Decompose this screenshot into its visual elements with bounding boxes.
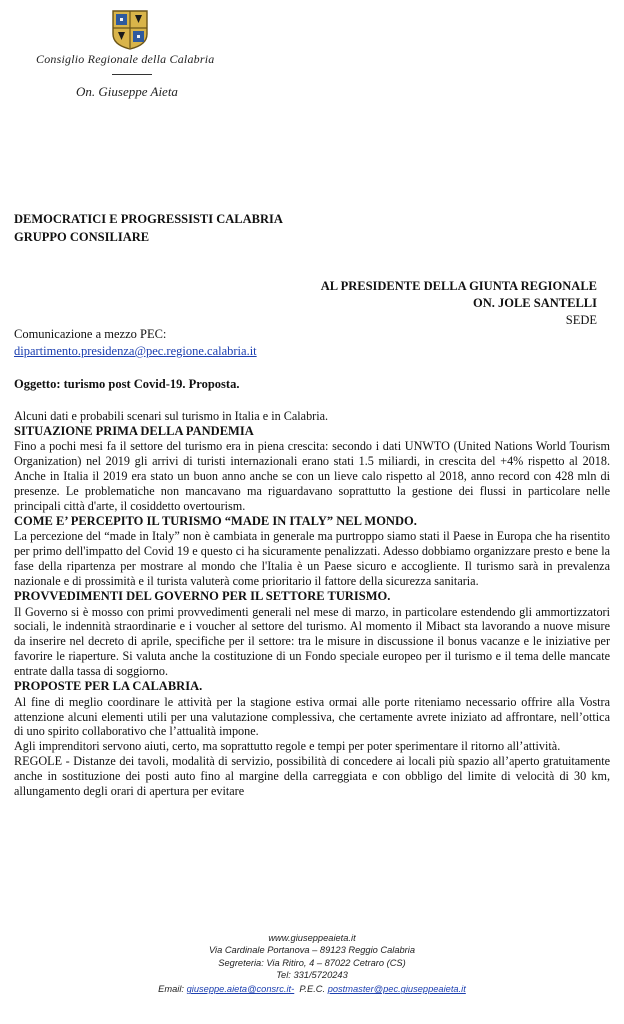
calabria-coat-of-arms-icon — [110, 8, 150, 50]
section-heading-proposals: PROPOSTE PER LA CALABRIA. — [14, 679, 203, 694]
councillor-name: On. Giuseppe Aieta — [76, 84, 178, 99]
letterhead-divider — [112, 74, 152, 75]
paragraph-made-in-italy: La percezione del “made in Italy” non è cambiata in generale ma purtroppo siamo stati il Paese in Europa che ha risentito per primo dell'impatto del Covid 19 e questo ci ha sicuramente penalizzati. Adesso dobbiamo organizzare presto e bene la fase della ripartenza per mostrare al mondo che l'Italia è un Paese sicuro e accogliente. Il turismo sarà in prevalenza nazionale e di prossimità e il turista valuterà come prioritario il fattore della sicurezza sanitaria. — [14, 529, 610, 589]
section-heading-government: PROVVEDIMENTI DEL GOVERNO PER IL SETTORE TURISMO. — [14, 589, 391, 604]
footer-office: Segreteria: Via Ritiro, 4 – 87022 Cetraro (CS) — [218, 957, 406, 968]
group-subtitle: GRUPPO CONSILIARE — [14, 230, 150, 244]
pec-email-link[interactable]: dipartimento.presidenza@pec.regione.calabria.it — [14, 344, 257, 358]
pec-link[interactable]: postmaster@pec.giuseppeaieta.it — [327, 984, 466, 995]
paragraph-entrepreneurs: Agli imprenditori servono aiuti, certo, ma soprattutto regole e tempi per poter sperimentare il ritorno all’attività. — [14, 739, 561, 754]
footer-phone: Tel: 331/5720243 — [276, 969, 348, 980]
letter-body — [14, 409, 610, 799]
email-link[interactable]: giuseppe.aieta@consrc.it- — [186, 984, 295, 995]
intro-paragraph: Alcuni dati e probabili scenari sul turismo in Italia e in Calabria. — [14, 409, 329, 423]
paragraph-government: Il Governo si è mosso con primi provvedimenti generali nel mese di marzo, in particolare estendendo gli ammortizzatori sociali, le indennità straordinarie e i voucher al settore del turismo. Al momento il Mibact sta lavorando a nuove misure da inserire nel decreto di aprile, specifiche per il settore: tra le misure in discussione il bonus vacanze e le iniziative per favorire le riaperture. Si valuta anche la costituzione di un Fondo speciale europeo per il turismo e il tema delle mancate entrate dalla tassa di soggiorno. — [14, 604, 610, 679]
pec-label: P.E.C. — [299, 984, 326, 995]
recipient-name: ON. JOLE SANTELLI — [473, 296, 597, 310]
subject-line: Oggetto: turismo post Covid-19. Proposta. — [14, 377, 240, 391]
paragraph-pre-pandemic: Fino a pochi mesi fa il settore del turismo era in piena crescita: secondo i dati UNWTO (United Nations World Tourism Organization) nel 2019 gli arrivi di turisti internazionali erano stati 1.5 miliardi, in crescita del +4% rispetto al 2018. Anche in Italia il 2019 era stato un buon anno anche se con un lieve calo rispetto al 2018, anno record con 428 mln di presenze. Le problematiche non mancavano ma riguardavano soprattutto la gestione dei flussi in particolare nelle principali città d'arte, il cosiddetto overtourism. — [14, 439, 610, 514]
letter-footer — [0, 932, 624, 995]
section-heading-made-in-italy: COME E’ PERCEPITO IL TURISMO “MADE IN ITALY” NEL MONDO. — [14, 513, 417, 528]
paragraph-rules: REGOLE - Distanze dei tavoli, modalità di servizio, possibilità di concedere ai locali più spazio all’aperto gratuitamente anche in sostituzione dei posti auto fino al margine della carreggiata e con obbligo del limite di velocità di 30 km, allungamento degli orari di apertura per evitare — [14, 754, 610, 799]
group-name: DEMOCRATICI E PROGRESSISTI CALABRIA — [14, 212, 283, 226]
recipient-title: AL PRESIDENTE DELLA GIUNTA REGIONALE — [320, 279, 597, 293]
footer-address: Via Cardinale Portanova – 89123 Reggio Calabria — [208, 945, 416, 956]
footer-website: www.giuseppeaieta.it — [268, 933, 356, 943]
political-group — [14, 210, 283, 246]
section-heading-pre-pandemic: SITUAZIONE PRIMA DELLA PANDEMIA — [14, 423, 254, 438]
council-name: Consiglio Regionale della Calabria — [36, 52, 215, 66]
recipient-block — [321, 278, 597, 329]
footer-email-line — [0, 983, 624, 995]
communication-label: Comunicazione a mezzo PEC: — [14, 327, 167, 341]
email-label: Email: — [158, 984, 185, 995]
paragraph-proposals: Al fine di meglio coordinare le attività per la stagione estiva ormai alle porte riteniamo necessario offrire alla Vostra attenzione alcuni elementi utili per una valutazione complessiva, che certamente avrete iniziato ad affrontare, nell’ottica di uno spirito collaborativo che l’attualità impone. — [14, 694, 610, 739]
recipient-seat: SEDE — [565, 313, 597, 327]
communication-block — [14, 326, 257, 360]
